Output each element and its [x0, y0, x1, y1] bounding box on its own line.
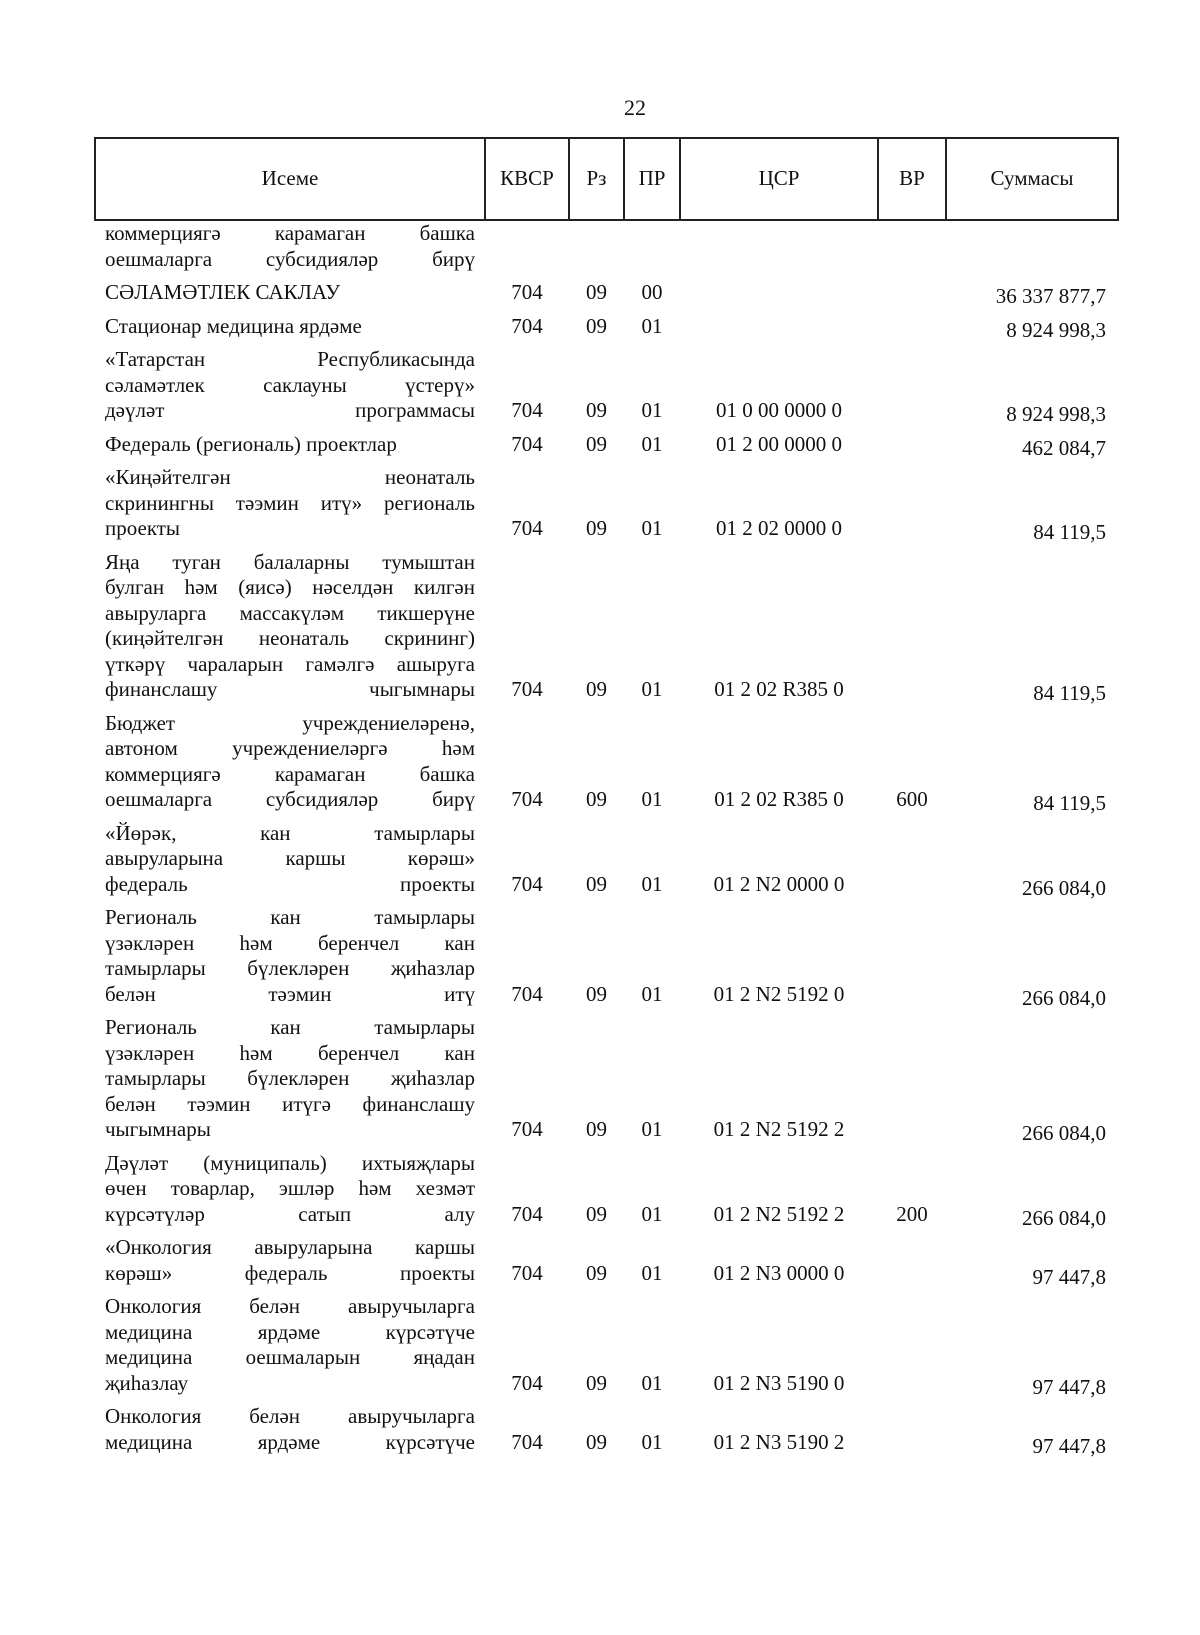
row-kvsr: 704 — [511, 787, 543, 811]
row-csr: 01 2 N2 5192 2 — [713, 1201, 845, 1226]
row-kvsr: 704 — [511, 1260, 543, 1285]
row-csr: 01 2 00 0000 0 — [716, 431, 842, 456]
row-vr — [878, 897, 946, 1007]
row-name: «Киңәйтелгән неонаталь скринингны тәэмин итү» региональ проекты — [105, 465, 475, 540]
row-vr — [878, 813, 946, 898]
row-name: «Йөрәк, кан тамырлары авыруларына каршы көрәш» федераль проекты — [105, 820, 475, 896]
row-rz: 09 — [586, 313, 607, 338]
row-pr: 01 — [641, 871, 663, 896]
row-sum: 84 119,5 — [1033, 520, 1106, 544]
row-vr: 200 — [896, 1201, 928, 1226]
row-pr: 01 — [641, 431, 663, 456]
table-row — [95, 1007, 1118, 1143]
row-pr: 01 — [641, 1260, 663, 1285]
row-sum: 266 084,0 — [1022, 1205, 1106, 1230]
row-csr: 01 2 N3 5190 0 — [713, 1370, 845, 1395]
row-sum: 97 447,8 — [1032, 1433, 1106, 1458]
row-name: коммерциягә карамаган башка оешмаларга субсидияләр бирү — [105, 221, 475, 271]
row-rz: 09 — [586, 981, 607, 1006]
header-sum: Суммасы — [946, 138, 1118, 220]
row-csr: 01 2 02 R385 0 — [714, 677, 844, 701]
table-row — [95, 897, 1118, 1007]
row-csr: 01 2 N2 5192 2 — [713, 1117, 845, 1141]
table-row — [95, 1396, 1118, 1455]
row-pr: 01 — [641, 398, 663, 422]
row-kvsr: 704 — [511, 398, 543, 422]
table-row — [95, 542, 1118, 703]
row-sum: 84 119,5 — [1033, 681, 1106, 705]
row-name: Дәүләт (муниципаль) ихтыяҗлары өчен товарлар, эшләр һәм хезмәт күрсәтүләр сатып алу — [105, 1150, 475, 1226]
row-kvsr: 704 — [511, 1370, 543, 1395]
row-kvsr: 704 — [511, 871, 543, 896]
row-rz: 09 — [586, 1260, 607, 1285]
table-row — [95, 424, 1118, 458]
row-vr — [878, 220, 946, 272]
row-kvsr: 704 — [511, 313, 543, 338]
row-rz: 09 — [586, 1117, 607, 1141]
row-sum: 266 084,0 — [1022, 985, 1106, 1010]
table-row — [95, 1227, 1118, 1286]
row-name: «Онкология авыруларына каршы көрәш» федераль проекты — [105, 1235, 475, 1285]
header-name: Исеме — [95, 138, 485, 220]
row-name: Онкология белән авыручыларга медицина ярдәме күрсәтүче — [105, 1404, 475, 1454]
table-row — [95, 220, 1118, 272]
row-pr: 01 — [641, 1117, 663, 1141]
row-sum: 8 924 998,3 — [1006, 317, 1106, 342]
row-sum: 462 084,7 — [1022, 435, 1106, 460]
row-sum — [946, 224, 1118, 276]
row-name: Стационар медицина ярдәме — [105, 313, 362, 338]
table-row — [95, 1143, 1118, 1228]
row-csr — [680, 220, 878, 272]
row-rz: 09 — [586, 787, 607, 811]
row-pr: 01 — [641, 787, 663, 811]
row-vr — [878, 1396, 946, 1455]
row-sum: 84 119,5 — [1033, 791, 1106, 815]
row-name: Региональ кан тамырлары үзәкләрен һәм беренчел кан тамырлары бүлекләрен җиһазлар белән тәэмин итү — [105, 905, 475, 1006]
row-name: Региональ кан тамырлары үзәкләрен һәм беренчел кан тамырлары бүлекләрен җиһазлар белән тәэмин итүгә финанслашу чыгымнары — [105, 1015, 475, 1141]
row-pr: 01 — [641, 313, 663, 338]
table-row — [95, 813, 1118, 898]
row-vr — [878, 339, 946, 424]
row-csr: 01 2 N2 0000 0 — [713, 871, 845, 896]
row-csr: 01 0 00 0000 0 — [716, 398, 842, 422]
header-csr: ЦСР — [680, 138, 878, 220]
row-rz: 09 — [586, 398, 607, 422]
header-vr: ВР — [878, 138, 946, 220]
row-sum: 97 447,8 — [1032, 1264, 1106, 1289]
row-sum: 8 924 998,3 — [1006, 402, 1106, 426]
row-csr: 01 2 N2 5192 0 — [713, 981, 845, 1006]
row-pr — [624, 220, 680, 272]
row-kvsr: 704 — [511, 431, 543, 456]
row-rz: 09 — [586, 431, 607, 456]
header-pr: ПР — [624, 138, 680, 220]
row-pr: 01 — [641, 677, 663, 701]
row-csr: 01 2 N3 5190 2 — [713, 1429, 845, 1454]
row-vr — [878, 542, 946, 703]
row-name: Федераль (региональ) проектлар — [105, 431, 397, 456]
row-name: Бюджет учреждениеләренә, автоном учреждениеләргә һәм коммерциягә карамаган башка оешмаларга субсидияләр бирү — [105, 710, 475, 811]
table-row — [95, 703, 1118, 813]
row-kvsr: 704 — [511, 1429, 543, 1454]
row-vr — [878, 457, 946, 542]
row-pr: 00 — [641, 280, 663, 304]
row-sum: 266 084,0 — [1022, 875, 1106, 900]
row-name: «Татарстан Республикасында сәламәтлек саклауны үстерү» дәүләт программасы — [105, 347, 475, 422]
row-rz: 09 — [586, 1201, 607, 1226]
table-body — [95, 220, 1118, 1458]
row-vr — [878, 424, 946, 458]
row-sum: 97 447,8 — [1032, 1374, 1106, 1399]
table-row — [95, 272, 1118, 306]
table-row — [95, 1286, 1118, 1396]
row-rz: 09 — [586, 677, 607, 701]
row-pr: 01 — [641, 516, 663, 540]
row-csr — [680, 272, 878, 306]
row-csr — [680, 306, 878, 340]
table-row — [95, 457, 1118, 542]
row-vr: 600 — [896, 787, 928, 811]
table-header-row — [95, 138, 1118, 220]
row-sum: 36 337 877,7 — [995, 284, 1106, 308]
row-kvsr — [485, 220, 569, 272]
row-vr — [878, 306, 946, 340]
header-rz: Рз — [569, 138, 624, 220]
header-kvsr: КВСР — [485, 138, 569, 220]
row-kvsr: 704 — [511, 677, 543, 701]
row-vr — [878, 1007, 946, 1143]
row-kvsr: 704 — [511, 981, 543, 1006]
row-pr: 01 — [641, 981, 663, 1006]
row-rz: 09 — [586, 1429, 607, 1454]
row-pr: 01 — [641, 1429, 663, 1454]
row-pr: 01 — [641, 1370, 663, 1395]
row-rz: 09 — [586, 516, 607, 540]
row-vr — [878, 1227, 946, 1286]
row-sum: 266 084,0 — [1022, 1121, 1106, 1145]
row-rz: 09 — [586, 1370, 607, 1395]
row-kvsr: 704 — [511, 516, 543, 540]
row-kvsr: 704 — [511, 1117, 543, 1141]
row-rz: 09 — [586, 871, 607, 896]
row-name: СӘЛАМӘТЛЕК САКЛАУ — [105, 280, 341, 304]
row-kvsr: 704 — [511, 280, 543, 304]
row-pr: 01 — [641, 1201, 663, 1226]
row-name: Онкология белән авыручыларга медицина ярдәме күрсәтүче медицина оешмаларын яңадан җиһазлау — [105, 1294, 475, 1395]
row-vr — [878, 1286, 946, 1396]
row-kvsr: 704 — [511, 1201, 543, 1226]
row-csr: 01 2 N3 0000 0 — [713, 1260, 845, 1285]
row-rz — [569, 220, 624, 272]
row-csr: 01 2 02 R385 0 — [714, 787, 844, 811]
row-name: Яңа туган балаларны тумыштан булган һәм (яисә) нәселдән килгән авыруларга массакүләм тикшерүне (киңәйтелгән неонаталь скрининг) үткәрү чараларын гамәлгә ашыруга финанслашу чыгымнары — [105, 549, 475, 701]
row-vr — [878, 272, 946, 306]
table-row — [95, 306, 1118, 340]
table-row — [95, 339, 1118, 424]
page-number: 22 — [624, 95, 646, 120]
row-csr: 01 2 02 0000 0 — [716, 516, 842, 540]
budget-table — [94, 137, 1119, 1458]
row-rz: 09 — [586, 280, 607, 304]
